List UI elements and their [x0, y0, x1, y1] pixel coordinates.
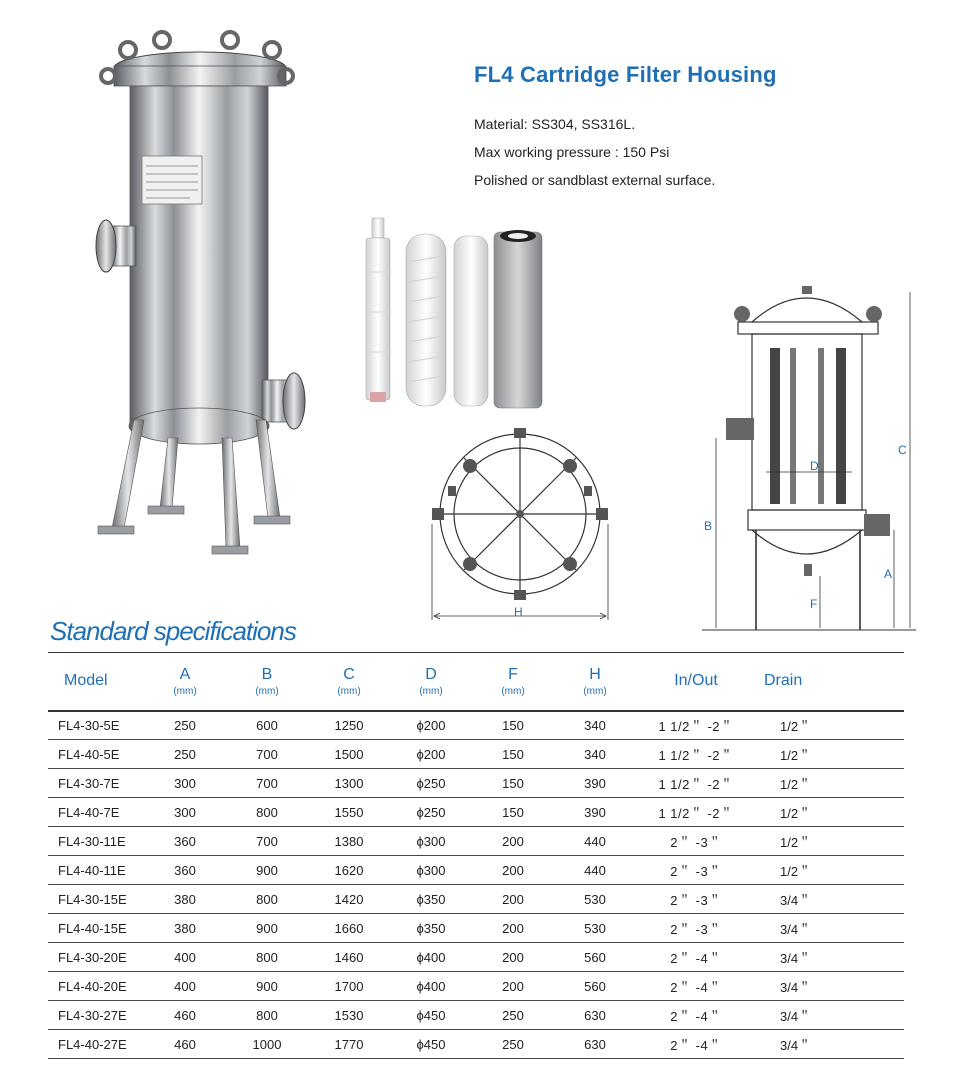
header-h: H (mm) — [583, 665, 607, 697]
cell-a: 300 — [174, 804, 196, 820]
cell-d: ϕ300 — [416, 862, 446, 878]
table-row — [48, 972, 904, 1001]
cell-b: 1000 — [252, 1036, 282, 1052]
cell-drain: 3/4＂ — [780, 1008, 812, 1024]
cell-drain: 1/2＂ — [780, 805, 812, 821]
cell-model: FL4-30-15E — [58, 891, 127, 907]
cell-h: 530 — [584, 891, 606, 907]
cell-c: 1620 — [334, 862, 364, 878]
cell-a: 400 — [174, 978, 196, 994]
cell-a: 460 — [174, 1036, 196, 1052]
side-a-label: A — [884, 567, 893, 581]
header-a: A (mm) — [173, 665, 197, 697]
cell-c: 1530 — [334, 1007, 364, 1023]
cell-d: ϕ300 — [416, 833, 446, 849]
cell-drain: 1/2＂ — [780, 834, 812, 850]
cell-f: 200 — [502, 833, 524, 849]
table-row — [48, 943, 904, 972]
cell-h: 440 — [584, 862, 606, 878]
header-f: F (mm) — [501, 665, 525, 697]
cell-h: 560 — [584, 978, 606, 994]
cell-h: 630 — [584, 1007, 606, 1023]
side-f-label: F — [810, 597, 818, 611]
cell-in-out: 2＂ -4＂ — [670, 1008, 722, 1024]
header-b: B (mm) — [255, 665, 279, 697]
header-d: D (mm) — [419, 665, 443, 697]
cell-f: 150 — [502, 775, 524, 791]
cell-model: FL4-30-27E — [58, 1007, 127, 1023]
cell-f: 200 — [502, 978, 524, 994]
cell-b: 700 — [256, 775, 278, 791]
cell-a: 460 — [174, 1007, 196, 1023]
side-d-label: D — [810, 459, 819, 473]
filter-cartridges-photo — [350, 212, 550, 412]
cell-in-out: 2＂ -4＂ — [670, 1037, 722, 1053]
cell-b: 800 — [256, 1007, 278, 1023]
cell-model: FL4-40-15E — [58, 920, 127, 936]
top-view-drawing — [428, 424, 618, 620]
header-c: C (mm) — [337, 665, 361, 697]
cell-b: 900 — [256, 862, 278, 878]
table-row — [48, 740, 904, 769]
cell-d: ϕ400 — [416, 978, 446, 994]
cell-f: 250 — [502, 1007, 524, 1023]
table-row — [48, 885, 904, 914]
cell-in-out: 1 1/2＂ -2＂ — [658, 747, 734, 763]
side-c-label: C — [898, 443, 907, 457]
cell-b: 700 — [256, 746, 278, 762]
cell-a: 400 — [174, 949, 196, 965]
cell-in-out: 2＂ -3＂ — [670, 921, 722, 937]
spec-table — [48, 652, 904, 1059]
cell-h: 440 — [584, 833, 606, 849]
cell-d: ϕ450 — [416, 1036, 446, 1052]
cell-a: 360 — [174, 833, 196, 849]
cell-drain: 3/4＂ — [780, 921, 812, 937]
table-row — [48, 798, 904, 827]
cell-d: ϕ250 — [416, 775, 446, 791]
filter-housing-photo — [90, 28, 350, 578]
table-row — [48, 711, 904, 740]
cell-model: FL4-40-20E — [58, 978, 127, 994]
cell-drain: 1/2＂ — [780, 718, 812, 734]
cell-b: 800 — [256, 949, 278, 965]
cell-in-out: 1 1/2＂ -2＂ — [658, 805, 734, 821]
cell-f: 150 — [502, 804, 524, 820]
cell-model: FL4-30-11E — [58, 833, 126, 849]
side-view-drawing — [696, 268, 920, 638]
cell-b: 600 — [256, 717, 278, 733]
cell-f: 200 — [502, 891, 524, 907]
cell-h: 390 — [584, 804, 606, 820]
cell-model: FL4-30-7E — [58, 775, 120, 791]
cell-d: ϕ200 — [416, 746, 446, 762]
table-row — [48, 856, 904, 885]
cell-in-out: 2＂ -4＂ — [670, 950, 722, 966]
cell-c: 1250 — [334, 717, 364, 733]
cell-f: 150 — [502, 717, 524, 733]
table-header-row — [48, 653, 904, 711]
cell-d: ϕ400 — [416, 949, 446, 965]
side-b-label: B — [704, 519, 713, 533]
cell-a: 380 — [174, 920, 196, 936]
cell-drain: 1/2＂ — [780, 863, 812, 879]
cell-model: FL4-40-7E — [58, 804, 120, 820]
cell-h: 530 — [584, 920, 606, 936]
cell-h: 390 — [584, 775, 606, 791]
cell-a: 250 — [174, 746, 196, 762]
cell-d: ϕ350 — [416, 920, 446, 936]
cell-f: 200 — [502, 949, 524, 965]
cell-d: ϕ350 — [416, 891, 446, 907]
cell-c: 1700 — [334, 978, 364, 994]
cell-drain: 3/4＂ — [780, 950, 812, 966]
cell-drain: 1/2＂ — [780, 776, 812, 792]
cell-d: ϕ250 — [416, 804, 446, 820]
top-view-h-label: H — [514, 605, 523, 619]
cell-b: 900 — [256, 920, 278, 936]
feature-pressure: Max working pressure : 150 Psi — [474, 144, 670, 160]
cell-f: 250 — [502, 1036, 524, 1052]
table-row — [48, 769, 904, 798]
header-in-out: In/Out — [674, 672, 718, 690]
cell-c: 1550 — [334, 804, 364, 820]
cell-d: ϕ450 — [416, 1007, 446, 1023]
cell-in-out: 2＂ -4＂ — [670, 979, 722, 995]
cell-drain: 3/4＂ — [780, 979, 812, 995]
cell-a: 360 — [174, 862, 196, 878]
cell-h: 340 — [584, 746, 606, 762]
cell-c: 1300 — [334, 775, 364, 791]
cell-c: 1420 — [334, 891, 364, 907]
cell-drain: 1/2＂ — [780, 747, 812, 763]
cell-model: FL4-40-27E — [58, 1036, 127, 1052]
table-row — [48, 1001, 904, 1030]
cell-d: ϕ200 — [416, 717, 446, 733]
cell-in-out: 2＂ -3＂ — [670, 863, 722, 879]
cell-model: FL4-40-11E — [58, 862, 126, 878]
table-row — [48, 914, 904, 943]
cell-h: 630 — [584, 1036, 606, 1052]
feature-surface: Polished or sandblast external surface. — [474, 172, 716, 188]
cell-a: 300 — [174, 775, 196, 791]
cell-f: 200 — [502, 920, 524, 936]
cell-drain: 3/4＂ — [780, 1037, 812, 1053]
cell-h: 340 — [584, 717, 606, 733]
cell-f: 150 — [502, 746, 524, 762]
cell-in-out: 2＂ -3＂ — [670, 892, 722, 908]
feature-material: Material: SS304, SS316L. — [474, 116, 636, 132]
cell-drain: 3/4＂ — [780, 892, 812, 908]
cell-model: FL4-30-20E — [58, 949, 127, 965]
spec-heading: Standard specifications — [50, 616, 296, 646]
cell-b: 700 — [256, 833, 278, 849]
table-row — [48, 1030, 904, 1059]
cell-c: 1460 — [334, 949, 364, 965]
cell-in-out: 2＂ -3＂ — [670, 834, 722, 850]
cell-b: 900 — [256, 978, 278, 994]
cell-h: 560 — [584, 949, 606, 965]
header-model: Model — [64, 672, 108, 690]
cell-a: 250 — [174, 717, 196, 733]
product-title: FL4 Cartridge Filter Housing — [474, 62, 777, 87]
cell-f: 200 — [502, 862, 524, 878]
cell-c: 1770 — [334, 1036, 364, 1052]
cell-b: 800 — [256, 804, 278, 820]
header-drain: Drain — [764, 672, 803, 690]
table-row — [48, 827, 904, 856]
cell-in-out: 1 1/2＂ -2＂ — [658, 776, 734, 792]
cell-c: 1500 — [334, 746, 364, 762]
cell-b: 800 — [256, 891, 278, 907]
cell-model: FL4-40-5E — [58, 746, 120, 762]
cell-c: 1380 — [334, 833, 364, 849]
cell-model: FL4-30-5E — [58, 717, 120, 733]
cell-a: 380 — [174, 891, 196, 907]
cell-in-out: 1 1/2＂ -2＂ — [658, 718, 734, 734]
cell-c: 1660 — [334, 920, 364, 936]
